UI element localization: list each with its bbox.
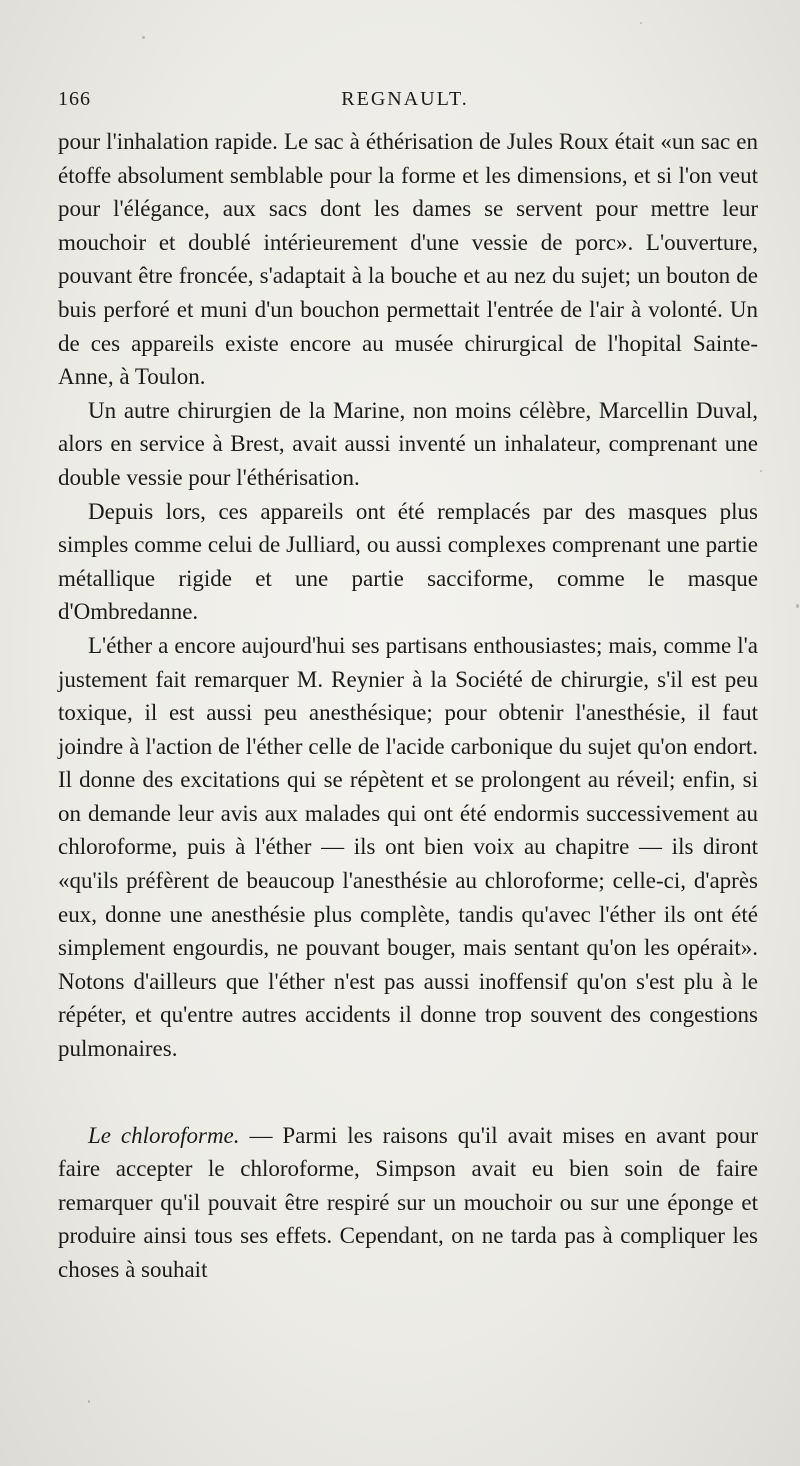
paragraph: L'éther a encore aujourd'hui ses partisans enthousiastes; mais, comme l'a justement fait remarquer M. Reynier à la Société de chirurgie, s'il est peu toxique, il est aussi peu anesthésique; pour obtenir l'anesthésie, il faut joindre à l'action de l'éther celle de l'acide carbonique du sujet qu'on endort. Il donne des excitations qui se répètent et se prolongent au réveil; enfin, si on demande leur avis aux malades qui ont été endormis successivement au chloroforme, puis à l'éther — ils ont bien voix au chapitre — ils diront «qu'ils préfèrent de beaucoup l'anesthésie au chloroforme; celle-ci, d'après eux, donne une anesthésie plus complète, tandis qu'avec l'éther ils ont été simplement engourdis, ne pouvant bouger, mais sentant qu'on les opérait». Notons d'ailleurs que l'éther n'est pas aussi inoffensif qu'on s'est plu à le répéter, et qu'entre autres accidents il donne trop souvent des congestions pulmonaires. xyxy=(58,632,758,1062)
paper-speck xyxy=(88,1400,90,1403)
paper-speck xyxy=(142,36,145,39)
section-text: — Parmi les raisons qu'il avait mises en avant pour faire accepter le chloroforme, Simpson avait eu bien soin de faire remarquer qu'il pouvait être respiré sur un mouchoir ou sur une éponge et produire ainsi tous ses effets. Cependant, on ne tarda pas à compliquer les choses à souhait xyxy=(58,1122,758,1282)
paper-speck xyxy=(640,22,642,24)
paragraph: pour l'inhalation rapide. Le sac à éthérisation de Jules Roux était «un sac en étoffe absolument semblable pour la forme et les dimensions, et si l'on veut pour l'élégance, aux sacs dont les dames se servent pour mettre leur mouchoir et doublé intérieurement d'une vessie de porc». L'ouverture, pouvant être froncée, s'adaptait à la bouche et au nez du sujet; un bouton de buis perforé et muni d'un bouchon permettait l'entrée de l'air à volonté. Un de ces appareils existe encore au musée chirurgical de l'hopital Sainte-Anne, à Toulon. xyxy=(58,129,758,390)
page-header xyxy=(58,88,752,118)
section-gap xyxy=(58,1066,758,1119)
section-heading: Le chloroforme. xyxy=(88,1122,240,1148)
body-text xyxy=(58,125,758,1287)
paper-speck xyxy=(796,604,799,608)
paragraph: Un autre chirurgien de la Marine, non moins célèbre, Marcellin Duval, alors en service à Brest, avait aussi inventé un inhalateur, comprenant une double vessie pour l'éthérisation. xyxy=(58,397,758,490)
paragraph: Depuis lors, ces appareils ont été remplacés par des masques plus simples comme celui de Julliard, ou aussi complexes comprenant une partie métallique rigide et une partie sacciforme, comme le masque d'Ombredanne. xyxy=(58,498,758,625)
paper-speck xyxy=(760,470,762,472)
page-number: 166 xyxy=(58,88,91,110)
running-title: REGNAULT. xyxy=(341,88,469,110)
section-paragraph xyxy=(58,1119,758,1287)
